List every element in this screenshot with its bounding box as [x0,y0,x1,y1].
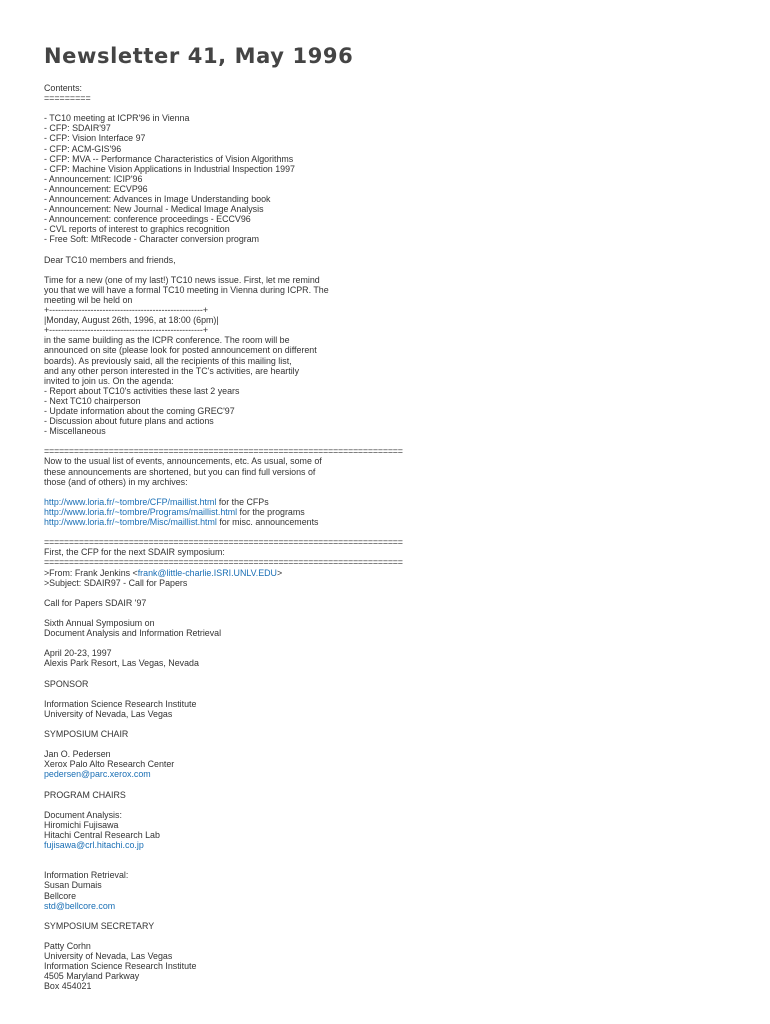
newsletter-body [44,83,726,991]
archive-link-row [44,497,726,507]
info-retrieval-line: Bellcore [44,890,77,901]
meeting-detail-line: and any other person interested in the TC's activities, are heartily [44,365,300,376]
secretary-line: University of Nevada, Las Vegas [44,951,173,962]
toc-item: - CFP: Vision Interface 97 [44,133,146,144]
cfp-archive-link[interactable]: http://www.loria.fr/~tombre/CFP/maillist.html [44,496,217,507]
agenda-item: - Miscellaneous [44,426,106,437]
toc-item: - Announcement: ECVP96 [44,183,148,194]
from-line: >From: Frank Jenkins <frank@little-charlie.ISRI.UNLV.EDU> [44,567,283,578]
symposium-venue: Alexis Park Resort, Las Vegas, Nevada [44,658,199,669]
meeting-box-bottom: +----------------------------------------------------+ [44,325,209,336]
secretary-line: Information Science Research Institute [44,961,197,972]
doc-analysis-email-link[interactable]: fujisawa@crl.hitachi.co.jp [44,840,144,851]
subject-line: >Subject: SDAIR97 - Call for Papers [44,577,188,588]
chair-email-link[interactable]: pedersen@parc.xerox.com [44,769,151,780]
page-title: Newsletter 41, May 1996 [44,44,354,68]
cfp-title: Call for Papers SDAIR '97 [44,597,147,608]
events-intro-line: those (and of others) in my archives: [44,476,188,487]
info-retrieval-email-row [44,901,726,911]
doc-analysis-line: Hitachi Central Research Lab [44,829,160,840]
info-retrieval-line: Susan Dumais [44,880,102,891]
chair-heading: SYMPOSIUM CHAIR [44,729,129,739]
meeting-detail-line: boards). As previously said, all the recipients of this mailing list, [44,355,292,366]
chair-email-row [44,769,726,779]
intro-line: Time for a new (one of my last!) TC10 news issue. First, let me remind [44,274,320,285]
table-of-contents [44,113,726,244]
secretary-line: Box 454021 [44,981,92,992]
toc-item: - CFP: ACM-GIS'96 [44,143,122,154]
toc-item: - Announcement: New Journal - Medical Image Analysis [44,204,264,215]
programs-archive-link[interactable]: http://www.loria.fr/~tombre/Programs/maillist.html [44,506,238,517]
archive-link-suffix: for misc. announcements [216,517,319,528]
agenda-item: - Update information about the coming GREC'97 [44,406,235,416]
toc-item: - CVL reports of interest to graphics recognition [44,224,230,235]
meeting-detail-line: announced on site (please look for posted announcement on different [44,345,317,356]
greeting: Dear TC10 members and friends, [44,254,176,265]
agenda-item: - Next TC10 chairperson [44,395,141,406]
intro-line: meeting wil be held on [44,294,133,305]
contents-underline: ========= [44,93,91,104]
contents-heading: Contents: [44,83,82,93]
info-retrieval-line: Information Retrieval: [44,870,129,881]
meeting-detail-line: in the same building as the ICPR conference. The room will be [44,335,290,346]
sponsor-line: Information Science Research Institute [44,698,197,709]
events-intro-line: these announcements are shortened, but you can find full versions of [44,466,316,477]
meeting-box-top: +----------------------------------------------------+ [44,305,209,316]
secretary-line: Patty Corhn [44,940,91,951]
secretary-line: 4505 Maryland Parkway [44,971,140,982]
secretary-heading: SYMPOSIUM SECRETARY [44,920,155,931]
symposium-name: Document Analysis and Information Retrieval [44,628,222,639]
misc-archive-link[interactable]: http://www.loria.fr/~tombre/Misc/maillist.html [44,517,217,528]
info-retrieval-email-link[interactable]: std@bellcore.com [44,900,116,911]
archive-link-row [44,517,726,527]
doc-analysis-email-row [44,840,726,850]
toc-item: - Announcement: conference proceedings - ECCV96 [44,214,251,225]
events-intro-line: Now to the usual list of events, announcements, etc. As usual, some of [44,456,322,467]
separator-line: ======================================================================== [44,537,403,548]
toc-item: - Free Soft: MtRecode - Character conversion program [44,234,260,245]
agenda-item: - Report about TC10's activities these last 2 years [44,385,240,396]
from-email-link[interactable]: frank@little-charlie.ISRI.UNLV.EDU [137,567,277,578]
meeting-box-text: |Monday, August 26th, 1996, at 18:00 (6pm)| [44,315,219,326]
program-chairs-heading: PROGRAM CHAIRS [44,789,126,800]
symposium-date: April 20-23, 1997 [44,648,112,659]
doc-analysis-line: Hiromichi Fujisawa [44,819,119,830]
toc-item: - Announcement: ICIP'96 [44,173,143,184]
archive-link-suffix: for the programs [237,506,305,517]
chair-line: Xerox Palo Alto Research Center [44,759,175,770]
doc-analysis-line: Document Analysis: [44,809,122,820]
toc-item: - TC10 meeting at ICPR'96 in Vienna [44,113,190,124]
separator-line: ======================================================================== [44,446,403,457]
symposium-name: Sixth Annual Symposium on [44,617,155,628]
chair-line: Jan O. Pedersen [44,749,111,760]
sponsor-line: University of Nevada, Las Vegas [44,708,173,719]
sponsor-heading: SPONSOR [44,678,89,689]
toc-item: - CFP: SDAIR'97 [44,123,111,134]
agenda-item: - Discussion about future plans and actions [44,416,214,427]
separator-line: ======================================================================== [44,557,403,568]
toc-item: - Announcement: Advances in Image Understanding book [44,194,271,205]
toc-item: - CFP: MVA -- Performance Characteristics of Vision Algorithms [44,153,294,164]
intro-line: you that we will have a formal TC10 meeting in Vienna during ICPR. The [44,284,329,295]
archive-link-row [44,507,726,517]
toc-item: - CFP: Machine Vision Applications in Industrial Inspection 1997 [44,163,295,174]
cfp-heading: First, the CFP for the next SDAIR symposium: [44,547,225,558]
meeting-detail-line: invited to join us. On the agenda: [44,375,174,386]
archive-link-suffix: for the CFPs [216,496,269,507]
